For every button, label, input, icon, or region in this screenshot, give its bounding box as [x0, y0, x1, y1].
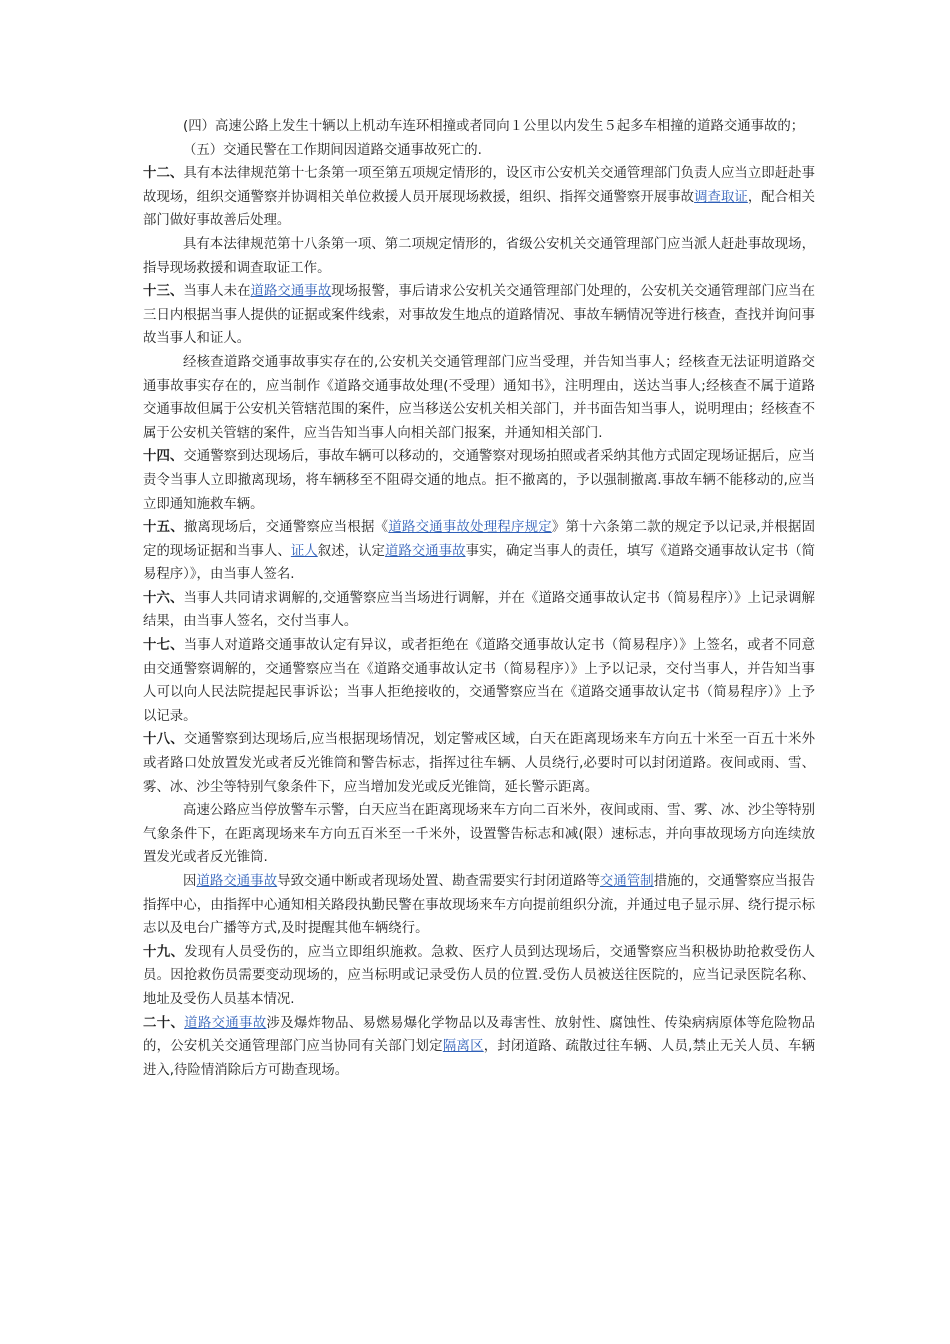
paragraph-text: 交通警察到达现场后，事故车辆可以移动的，交通警察对现场拍照或者采纳其他方式固定现场证据后，应当责令当事人立即撤离现场，将车辆移至不阻碍交通的地点。拒不撤离的，予以强制撤离.事故车辆不能移动的,应当立即通知施救车辆。 [143, 449, 816, 512]
paragraph-text: 具有本法律规范第十八条第一项、第二项规定情形的，省级公安机关交通管理部门应当派人赶赴事故现场，指导现场救援和调查取证工作。 [143, 236, 815, 276]
article-paragraph [143, 139, 815, 163]
paragraph-text: 导致交通中断或者现场处置、勘查需要实行封闭道路等 [277, 874, 600, 889]
paragraph-text: 经核查道路交通事故事实存在的,公安机关交通管理部门应当受理，并告知当事人；经核查无法证明道路交通事故事实存在的，应当制作《道路交通事故处理(不受理）通知书》，注明理由，送达当事人;经核查不属于道路交通事故但属于公安机关管辖范围的案件，应当移送公安机关相关部门，并书面告知当事人，说明理由；经核查不属于公安机关管辖的案件，应当告知当事人向相关部门报案，并通知相关部门. [143, 354, 815, 441]
article-number: 十五、 [143, 520, 184, 536]
article-number: 十四、 [143, 449, 184, 465]
paragraph-text: 》第十六条第二款的规定予以记录,并根据固定的现场证据和当事人、 [143, 520, 816, 559]
paragraph-text: 高速公路应当停放警车示警，白天应当在距离现场来车方向二百米外，夜间或雨、雪、雾、冰、沙尘等特别气象条件下，在距离现场来车方向五百米至一千米外，设置警告标志和减(限）速标志，并向事故现场方向连续放置发光或者反光锥筒. [143, 803, 815, 866]
hyperlink[interactable]: 证人 [290, 543, 318, 559]
paragraph-text: 当事人未在 [183, 284, 251, 300]
hyperlink[interactable]: 交通管制 [599, 874, 654, 889]
article-number: 二十、 [143, 1015, 185, 1031]
paragraph-text: ，封闭道路、疏散过往车辆、人员,禁止无关人员、车辆进入,待险情消除后方可勘查现场。 [143, 1039, 816, 1078]
hyperlink[interactable]: 道路交通事故 [184, 1015, 267, 1031]
paragraph-text: 措施的，交通警察应当报告指挥中心，由指挥中心通知相关路段执勤民警在事故现场来车方向提前组织分流，并通过电子显示屏、绕行提示标志以及电台广播等方式,及时提醒其他车辆绕行。 [143, 874, 816, 937]
article-number: 十八、 [143, 732, 184, 748]
article-paragraph [143, 799, 815, 870]
paragraph-text: 发现有人员受伤的，应当立即组织施救。急救、医疗人员到达现场后，交通警察应当积极协助抢救受伤人员。因抢救伤员需要变动现场的，应当标明或记录受伤人员的位置.受伤人员被送往医院的，应当记录医院名称、地址及受伤人员基本情况. [143, 944, 816, 1007]
paragraph-text: ，配合相关部门做好事故善后处理。 [143, 189, 815, 229]
paragraph-text: 当事人共同请求调解的,交通警察应当当场进行调解，并在《道路交通事故认定书（简易程序）》上记录调解结果，由当事人签名，交付当事人。 [143, 590, 815, 630]
article-paragraph [143, 280, 815, 351]
paragraph-text: (四）高速公路上发生十辆以上机动车连环相撞或者同向１公里以内发生５起多车相撞的道路交通事故的； [183, 119, 805, 134]
article-paragraph [143, 728, 815, 799]
paragraph-text: 撤离现场后，交通警察应当根据《 [183, 520, 389, 536]
hyperlink[interactable]: 隔离区 [442, 1039, 484, 1055]
hyperlink[interactable]: 道路交通事故 [196, 874, 278, 889]
hyperlink[interactable]: 道路交通事故 [384, 543, 466, 559]
article-paragraph [143, 516, 815, 587]
article-paragraph [143, 445, 815, 516]
article-paragraph [143, 870, 815, 941]
paragraph-text: 叙述，认定 [317, 543, 385, 559]
paragraph-text: 交通警察到达现场后,应当根据现场情况，划定警戒区域，白天在距离现场来车方向五十米至一百五十米外或者路口处放置发光或者反光锥筒和警告标志，指挥过往车辆、人员绕行,必要时可以封闭道路。夜间或雨、雪、雾、冰、沙尘等特别气象条件下，应当增加发光或反光锥筒，延长警示距离。 [143, 732, 815, 795]
article-number: 十六、 [143, 590, 184, 606]
document-body [143, 115, 815, 1082]
article-paragraph [143, 941, 815, 1012]
article-paragraph [143, 351, 815, 445]
paragraph-text: 现场报警，事后请求公安机关交通管理部门处理的，公安机关交通管理部门应当在三日内根据当事人提供的证据或案件线索，对事故发生地点的道路情况、事故车辆情况等进行核查，查找并询问事故当事人和证人。 [143, 284, 816, 347]
paragraph-text: （五）交通民警在工作期间因道路交通事故死亡的. [183, 142, 482, 158]
hyperlink[interactable]: 调查取证 [694, 189, 748, 205]
paragraph-text: 涉及爆炸物品、易燃易爆化学物品以及毒害性、放射性、腐蚀性、传染病病原体等危险物品的，公安机关交通管理部门应当协同有关部门划定 [143, 1015, 816, 1055]
hyperlink[interactable]: 道路交通事故处理程序规定 [388, 520, 552, 536]
article-number: 十九、 [143, 944, 185, 960]
article-paragraph [143, 587, 815, 634]
article-number: 十二、 [143, 166, 184, 182]
article-paragraph [143, 233, 815, 280]
article-paragraph [143, 162, 815, 233]
paragraph-text: 事实，确定当事人的责任，填写《道路交通事故认定书（简易程序）》，由当事人签名. [143, 543, 816, 583]
article-number: 十七、 [143, 638, 184, 654]
article-paragraph [143, 634, 815, 728]
article-paragraph [143, 115, 815, 139]
paragraph-text: 因 [183, 874, 197, 889]
article-paragraph [143, 1012, 815, 1083]
hyperlink[interactable]: 道路交通事故 [250, 284, 332, 300]
article-number: 十三、 [143, 284, 184, 300]
paragraph-text: 当事人对道路交通事故认定有异议，或者拒绝在《道路交通事故认定书（简易程序）》上签名，或者不同意由交通警察调解的，交通警察应当在《道路交通事故认定书（简易程序）》上予以记录，交付当事人，并告知当事人可以向人民法院提起民事诉讼；当事人拒绝接收的，交通警察应当在《道路交通事故认定书（简易程序）》上予以记录。 [143, 638, 816, 724]
paragraph-text: 具有本法律规范第十七条第一项至第五项规定情形的，设区市公安机关交通管理部门负责人应当立即赶赴事故现场，组织交通警察并协调相关单位救援人员开展现场救援，组织、指挥交通警察开展事故 [143, 166, 816, 205]
